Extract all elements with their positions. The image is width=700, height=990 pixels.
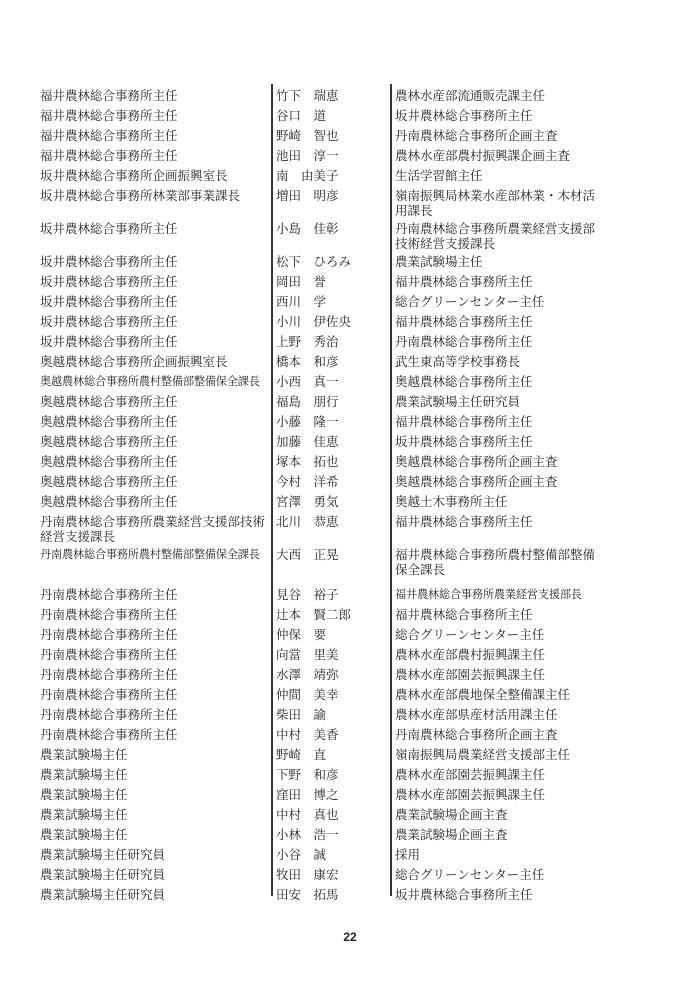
person-name: 見谷 裕子 [276, 587, 339, 602]
person-name: 下野 和彦 [276, 767, 339, 782]
old-position: 農業試験場主任 [40, 807, 128, 822]
person-name: 窪田 博之 [276, 787, 339, 802]
person-name: 上野 秀治 [276, 334, 339, 349]
person-name: 南 由美子 [276, 168, 339, 183]
person-name: 小川 伊佐央 [276, 314, 352, 329]
new-position: 農業試験場企画主査 [395, 807, 508, 822]
person-name: 福島 朋行 [276, 394, 339, 409]
person-name: 岡田 誉 [276, 274, 327, 289]
new-position: 坂井農林総合事務所主任 [395, 434, 533, 449]
old-position: 農業試験場主任 [40, 827, 128, 842]
new-position: 農林水産部農村振興課主任 [395, 647, 546, 662]
new-position: 農業試験場主任研究員 [395, 394, 521, 409]
old-position: 農業試験場主任研究員 [40, 867, 166, 882]
new-position: 総合グリーンセンター主任 [395, 294, 545, 309]
old-position: 坂井農林総合事務所主任 [40, 221, 178, 236]
person-name: 大西 正晃 [276, 547, 339, 562]
old-position: 丹南農林総合事務所主任 [40, 607, 178, 622]
new-position: 農業試験場企画主査 [395, 827, 508, 842]
old-position: 坂井農林総合事務所林業部事業課長 [40, 188, 241, 203]
table-row [40, 512, 600, 545]
new-position: 丹南農林総合事務所企画主査 [395, 727, 558, 742]
person-name: 宮澤 勇気 [276, 494, 339, 509]
old-position: 福井農林総合事務所主任 [40, 108, 178, 123]
new-position: 総合グリーンセンター主任 [395, 867, 545, 882]
old-position: 奥越農林総合事務所農村整備部整備保全課長 [40, 375, 260, 388]
table-row [40, 86, 600, 106]
person-name: 池田 淳一 [276, 148, 339, 163]
new-position: 農業試験場主任 [395, 254, 483, 269]
table-row [40, 685, 600, 705]
old-position: 坂井農林総合事務所主任 [40, 254, 178, 269]
old-position: 丹南農林総合事務所主任 [40, 727, 178, 742]
old-position: 奥越農林総合事務所主任 [40, 494, 178, 509]
table-row [40, 865, 600, 885]
table-row [40, 372, 600, 392]
table-row [40, 452, 600, 472]
new-position: 農林水産部県産材活用課主任 [395, 707, 558, 722]
person-name: 北川 恭恵 [276, 514, 339, 529]
table-row [40, 885, 600, 905]
new-position: 福井農林総合事務所主任 [395, 274, 533, 289]
old-position: 奥越農林総合事務所主任 [40, 474, 178, 489]
old-position: 農業試験場主任 [40, 767, 128, 782]
new-position: 丹南農林総合事務所主任 [395, 334, 533, 349]
table-row [40, 725, 600, 745]
old-position: 丹南農林総合事務所農村整備部整備保全課長 [40, 548, 260, 561]
person-name: 牧田 康宏 [276, 867, 339, 882]
table-row [40, 545, 600, 585]
old-position: 丹南農林総合事務所主任 [40, 707, 178, 722]
new-position: 福井農林総合事務所農村整備部整備保全課長 [395, 547, 596, 577]
old-position: 丹南農林総合事務所主任 [40, 647, 178, 662]
person-name: 加藤 佳恵 [276, 434, 339, 449]
person-name: 小島 佳彰 [276, 221, 339, 236]
table-row [40, 765, 600, 785]
old-position: 福井農林総合事務所主任 [40, 88, 178, 103]
new-position: 総合グリーンセンター主任 [395, 627, 545, 642]
table-row [40, 292, 600, 312]
old-position: 農業試験場主任 [40, 747, 128, 762]
person-name: 小西 真一 [276, 374, 339, 389]
table-row [40, 825, 600, 845]
table-row [40, 705, 600, 725]
old-position: 農業試験場主任 [40, 787, 128, 802]
table-row [40, 625, 600, 645]
new-position: 農林水産部園芸振興課主任 [395, 667, 546, 682]
person-name: 小藤 隆一 [276, 414, 339, 429]
table-row [40, 805, 600, 825]
old-position: 奥越農林総合事務所主任 [40, 454, 178, 469]
new-position: 農林水産部園芸振興課主任 [395, 767, 546, 782]
table-row [40, 106, 600, 126]
person-name: 増田 明彦 [276, 188, 339, 203]
new-position: 丹南農林総合事務所農業経営支援部技術経営支援課長 [395, 221, 596, 251]
table-row [40, 472, 600, 492]
old-position: 坂井農林総合事務所企画振興室長 [40, 168, 228, 183]
person-name: 橋本 和彦 [276, 354, 339, 369]
table-row [40, 352, 600, 372]
person-name: 松下 ひろみ [276, 254, 352, 269]
page-number: 22 [343, 930, 357, 944]
table-row [40, 785, 600, 805]
table-row [40, 146, 600, 166]
person-name: 谷口 道 [276, 108, 327, 123]
person-name: 今村 洋希 [276, 474, 339, 489]
old-position: 農業試験場主任研究員 [40, 887, 166, 902]
new-position: 農林水産部農地保全整備課主任 [395, 687, 571, 702]
new-position: 坂井農林総合事務所主任 [395, 108, 533, 123]
old-position: 奥越農林総合事務所主任 [40, 414, 178, 429]
person-name: 野崎 智也 [276, 128, 339, 143]
old-position: 坂井農林総合事務所主任 [40, 274, 178, 289]
table-row [40, 432, 600, 452]
new-position: 奥越土木事務所主任 [395, 494, 508, 509]
table-row [40, 252, 600, 272]
old-position: 奥越農林総合事務所主任 [40, 434, 178, 449]
old-position: 奥越農林総合事務所企画振興室長 [40, 354, 228, 369]
old-position: 農業試験場主任研究員 [40, 847, 166, 862]
old-position: 坂井農林総合事務所主任 [40, 334, 178, 349]
person-name: 中村 美香 [276, 727, 339, 742]
old-position: 丹南農林総合事務所主任 [40, 627, 178, 642]
personnel-table [40, 86, 600, 905]
table-row [40, 392, 600, 412]
table-row [40, 585, 600, 605]
table-row [40, 272, 600, 292]
old-position: 福井農林総合事務所主任 [40, 128, 178, 143]
table-row [40, 126, 600, 146]
new-position: 農林水産部流通販売課主任 [395, 88, 546, 103]
table-row [40, 332, 600, 352]
table-row [40, 219, 600, 252]
old-position: 坂井農林総合事務所主任 [40, 314, 178, 329]
new-position: 奥越農林総合事務所企画主査 [395, 454, 558, 469]
person-name: 中村 真也 [276, 807, 339, 822]
table-row [40, 312, 600, 332]
table-row [40, 412, 600, 432]
person-name: 小谷 誠 [276, 847, 327, 862]
person-name: 仲間 美幸 [276, 687, 339, 702]
new-position: 福井農林総合事務所主任 [395, 607, 533, 622]
table-row [40, 845, 600, 865]
table-row [40, 665, 600, 685]
new-position: 嶺南振興局林業水産部林業・木材活用課長 [395, 188, 596, 218]
new-position: 農林水産部農村振興課企画主査 [395, 148, 571, 163]
person-name: 柴田 諭 [276, 707, 327, 722]
person-name: 辻本 賢二郎 [276, 607, 352, 622]
new-position: 生活学習館主任 [395, 168, 483, 183]
new-position: 奥越農林総合事務所主任 [395, 374, 533, 389]
new-position: 福井農林総合事務所主任 [395, 414, 533, 429]
table-row [40, 605, 600, 625]
old-position: 丹南農林総合事務所主任 [40, 667, 178, 682]
new-position: 福井農林総合事務所主任 [395, 514, 533, 529]
table-row [40, 645, 600, 665]
old-position: 丹南農林総合事務所主任 [40, 587, 178, 602]
new-position: 坂井農林総合事務所主任 [395, 887, 533, 902]
new-position: 嶺南振興局農業経営支援部主任 [395, 747, 571, 762]
old-position: 坂井農林総合事務所主任 [40, 294, 178, 309]
new-position: 福井農林総合事務所農業経営支援部長 [395, 588, 582, 601]
table-row [40, 745, 600, 765]
old-position: 福井農林総合事務所主任 [40, 148, 178, 163]
person-name: 向當 里美 [276, 647, 339, 662]
person-name: 西川 学 [276, 294, 327, 309]
person-name: 水澤 靖弥 [276, 667, 339, 682]
table-row [40, 166, 600, 186]
old-position: 丹南農林総合事務所主任 [40, 687, 178, 702]
person-name: 野崎 直 [276, 747, 327, 762]
person-name: 竹下 瑞恵 [276, 88, 339, 103]
new-position: 福井農林総合事務所主任 [395, 314, 533, 329]
new-position: 採用 [395, 847, 421, 862]
person-name: 仲保 要 [276, 627, 327, 642]
new-position: 農林水産部園芸振興課主任 [395, 787, 546, 802]
old-position: 丹南農林総合事務所農業経営支援部技術経営支援課長 [40, 514, 266, 544]
person-name: 塚本 拓也 [276, 454, 339, 469]
new-position: 奥越農林総合事務所企画主査 [395, 474, 558, 489]
table-row [40, 492, 600, 512]
table-row [40, 186, 600, 219]
person-name: 小林 浩一 [276, 827, 339, 842]
person-name: 田安 拓馬 [276, 887, 339, 902]
new-position: 武生東高等学校事務長 [395, 354, 521, 369]
new-position: 丹南農林総合事務所企画主査 [395, 128, 558, 143]
old-position: 奥越農林総合事務所主任 [40, 394, 178, 409]
